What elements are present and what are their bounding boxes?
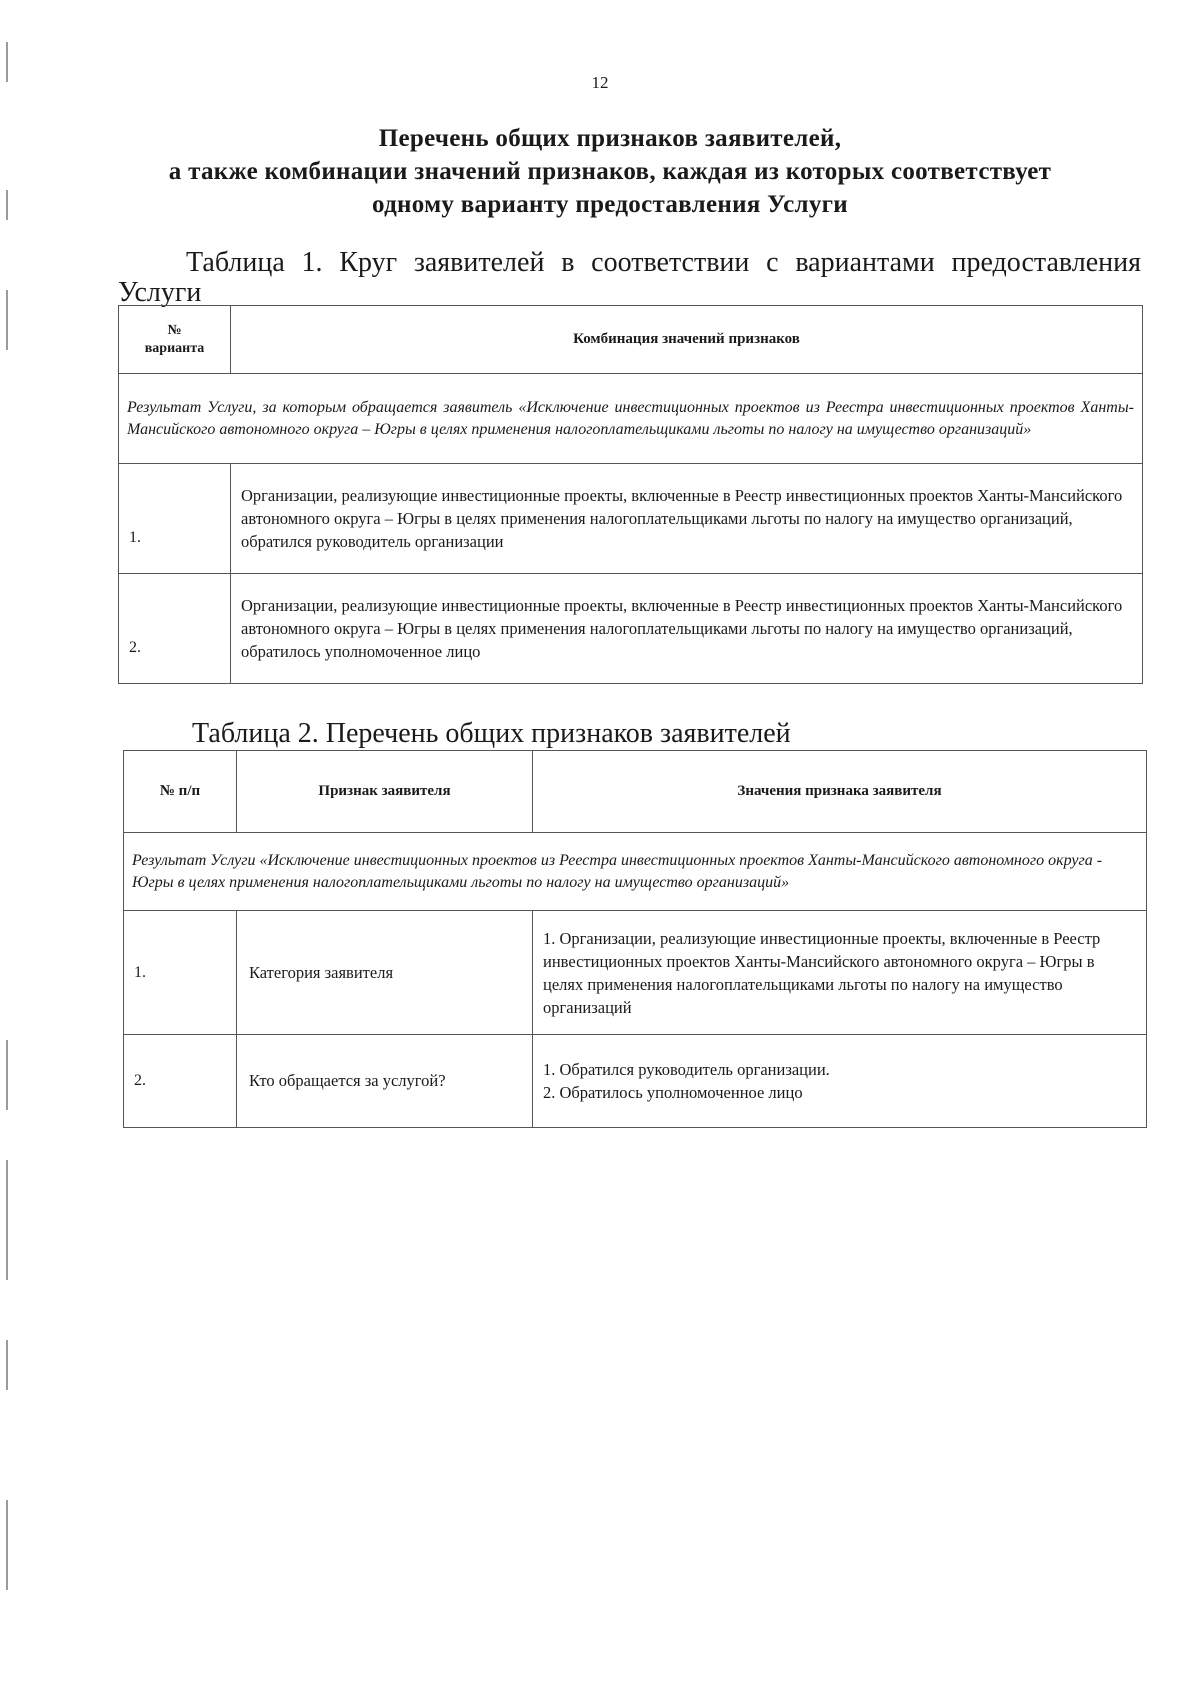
row-combination: Организации, реализующие инвестиционные проекты, включенные в Реестр инвестиционных проектов Ханты-Мансийского автономного округа – Югры в целях применения налогоплательщиками льготы по налогу на имущество организаций, обратился руководитель организации: [231, 464, 1143, 574]
table2-header-attribute: Признак заявителя: [237, 751, 533, 833]
table-row: [119, 464, 1143, 574]
scan-edge-mark: [6, 1040, 8, 1110]
table1-caption-line-2: Услуги: [118, 277, 202, 308]
row-number: 1.: [119, 464, 231, 574]
row-values: [533, 1035, 1147, 1128]
row-number: 1.: [124, 911, 237, 1035]
row-value-line: 2. Обратилось уполномоченное лицо: [543, 1083, 803, 1102]
table1: [118, 305, 1143, 684]
table1-result-text: Результат Услуги, за которым обращается заявитель «Исключение инвестиционных проектов из Реестра инвестиционных проектов Ханты-Мансийского автономного округа – Югры в целях применения налогоплательщиками льготы по налогу на имущество организаций»: [119, 374, 1143, 464]
title-line-1: Перечень общих признаков заявителей,: [378, 125, 842, 152]
row-attribute: Кто обращается за услугой?: [237, 1035, 533, 1128]
table1-header-number: [119, 306, 231, 374]
row-value-line: 1. Организации, реализующие инвестиционные проекты, включенные в Реестр инвестиционных проектов Ханты-Мансийского автономного округа – Югры в целях применения налогоплательщиками льготы по налогу на имущество организаций: [543, 928, 1101, 1017]
title-line-2: а также комбинации значений признаков, каждая из которых соответствует: [168, 158, 1052, 185]
table1-caption: [118, 248, 1141, 308]
table1-header-combination: Комбинация значений признаков: [231, 306, 1143, 374]
table2: [123, 750, 1147, 1128]
title-line-3: одному варианту предоставления Услуги: [372, 191, 848, 218]
scan-edge-mark: [6, 290, 8, 350]
header-number-word: варианта: [144, 340, 205, 356]
scan-edge-mark: [6, 1160, 8, 1280]
table1-caption-line-1: Таблица 1. Круг заявителей в соответствии с вариантами предоставления: [186, 247, 1141, 278]
scan-edge-mark: [6, 190, 8, 220]
header-number-symbol: №: [167, 322, 182, 338]
table2-result-row: [124, 833, 1147, 911]
table-row: [119, 574, 1143, 684]
table1-result-row: [119, 374, 1143, 464]
table-row: [124, 1035, 1147, 1128]
row-number: 2.: [119, 574, 231, 684]
row-attribute: Категория заявителя: [237, 911, 533, 1035]
page-number: 12: [591, 73, 609, 92]
document-title: [110, 122, 1110, 221]
table1-header-row: [119, 306, 1143, 374]
row-combination: Организации, реализующие инвестиционные проекты, включенные в Реестр инвестиционных проектов Ханты-Мансийского автономного округа – Югры в целях применения налогоплательщиками льготы по налогу на имущество организаций, обратилось уполномоченное лицо: [231, 574, 1143, 684]
table2-header-number: № п/п: [124, 751, 237, 833]
row-number: 2.: [124, 1035, 237, 1128]
row-values: [533, 911, 1147, 1035]
table2-result-text: Результат Услуги «Исключение инвестиционных проектов из Реестра инвестиционных проектов Ханты-Мансийского автономного округа - Югры в целях применения налогоплательщиками льготы по налогу на имущество организаций»: [124, 833, 1147, 911]
row-value-line: 1. Обратился руководитель организации.: [543, 1060, 830, 1079]
table2-caption: Таблица 2. Перечень общих признаков заявителей: [192, 718, 791, 749]
table2-header-values: Значения признака заявителя: [533, 751, 1147, 833]
scan-edge-mark: [6, 1500, 8, 1590]
table2-header-row: [124, 751, 1147, 833]
scan-edge-mark: [6, 1340, 8, 1390]
table-row: [124, 911, 1147, 1035]
